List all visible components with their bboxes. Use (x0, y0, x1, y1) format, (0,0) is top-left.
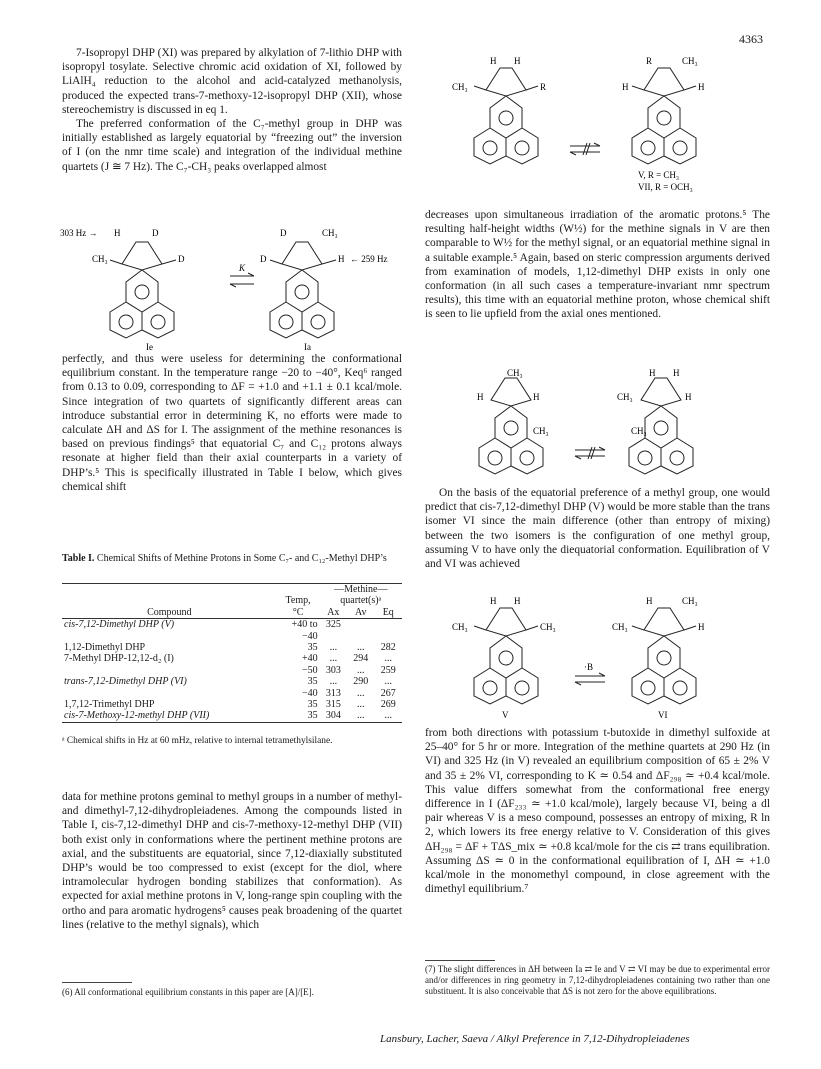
label-ch3: CH₃ (540, 622, 556, 632)
methine-shift-table (62, 583, 402, 723)
label-ch3: CH₃ (612, 622, 628, 632)
paragraph: The preferred conformation of the C₇-methyl group in DHP was initially established as largely equatorial by “freezing out” the inversion of I (on the nmr time scale) and integration of the individual methine quartets (J ≅ 7 Hz). The C₇-CH₃ peaks overlapped almost (62, 118, 402, 173)
label-ie: Ie (146, 342, 153, 350)
left-column-middle (62, 352, 402, 494)
footnote-6: (6) All conformational equilibrium constants in this paper are [A]/[E]. (62, 987, 314, 997)
paragraph: perfectly, and thus were useless for determining the conformational equilibrium constant. In the temperature range −20 to −40°, Keq⁶ ranged from 0.13 to 0.09, corresponding to ΔF = +1.0 and +1.1 ± 0.1 kcal/mole. Since integration of two quartets of significantly different areas can introduce substantial error in determining K, no efforts were made to calculate ΔH and ΔS for I. The assignment of the methine resonances is based on previous findings⁵ that equatorial C₇ and C₁₂ protons always resonate at higher field than their axial counterparts in a variety of DHP’s.⁵ This is specifically illustrated in Table I below, which gives chemical shift (62, 353, 402, 493)
running-footer: Lansbury, Lacher, Saeva / Alkyl Preference in 7,12-Dihydropleiadenes (380, 1033, 690, 1045)
table-row: −40 (301, 630, 318, 642)
label-303-hz: 303 Hz → (60, 228, 98, 238)
label-h: H (490, 596, 497, 606)
label-h: H (533, 392, 540, 402)
label-h: H (490, 56, 497, 66)
left-column-intro (62, 46, 402, 174)
label-ia: Ia (304, 342, 311, 350)
table-title: Chemical Shifts of Methine Protons in Some C₇- and C₁₂-Methyl DHP’s (96, 553, 387, 564)
table-row: cis-7-Methoxy-12-methyl DHP (VII) 35 304 ... ... (62, 710, 402, 722)
label-h: H (698, 622, 705, 632)
label-d: D (178, 254, 185, 264)
label-h: H (477, 392, 484, 402)
page-number: 4363 (739, 32, 763, 46)
paragraph: decreases upon simultaneous irradiation of the aromatic protons.⁵ The resulting half-height widths (W½) for the methine signals in V are then comparable to W½ for the methyl signal, or an equatorial methine signal in a suitable example.⁵ Again, based on steric compression arguments derived from examination of models, 1,12-dimethyl DHP exists in only one conformation (in all such cases a temperature-invariant nmr spectrum results), this time with an equatorial methine proton, whose chemical shift is seen to lie upfield from the axial ones mentioned. (425, 209, 770, 321)
paragraph: 7-Isopropyl DHP (XI) was prepared by alkylation of 7-lithio DHP with isopropyl tosylate. Selective chromic acid oxidation of XI, followed by LiAlH₄ reduction to the alcohol and acid-catalyzed methanolysis, produced the expected trans-7-methoxy-12-isopropyl DHP (XII), whose stereochemistry is discussed in eq 1. (62, 47, 402, 116)
label-v: V (502, 710, 509, 720)
caption-v: V, R = CH₃ (638, 170, 680, 180)
label-ch3: CH₃ (507, 368, 523, 378)
label-ch3: CH₃ (533, 426, 549, 436)
label-ch3: CH₃ (452, 622, 468, 632)
footnote-rule (62, 982, 132, 983)
header-methine: —Methine— (334, 584, 388, 595)
header-quartets: quartet(s)ᵃ (340, 595, 382, 607)
table-row: trans-7,12-Dimethyl DHP (VI) 35 ... 290 ... (64, 676, 392, 688)
paragraph: data for methine protons geminal to methyl groups in a number of methyl- and dimethyl-7,12-dihydropleiadenes. Among the compounds listed in Table I, cis-7,12-dimethyl DHP and cis-7-methoxy-12-methyl DHP (VII) both exist only in conformations where the pertinent methine protons are axial, and the substituents are equatorial, since 7,12-diaxially substituted DHP’s would be too compressed to exist (except for the diol, where intramolecular hydrogen bonding stabilizes that conformation). As expected for axial methine protons in V, long-range spin coupling with the ortho and para aromatic hydrogens⁵ causes peak broadening of the quartet lines (relative to the methyl signals), which (62, 791, 402, 931)
right-column-a (425, 208, 770, 322)
table-row: −50 303 ... 259 (301, 664, 396, 676)
header-temp: Temp, (285, 595, 311, 607)
label-d: D (260, 254, 267, 264)
label-ch3: CH₃ (322, 228, 338, 238)
table-row: 1,12-Dimethyl DHP 35 ... ... 282 (64, 642, 396, 654)
paragraph: from both directions with potassium t-butoxide in dimethyl sulfoxide at 25–40° for 5 hr or more. Integration of the methine quartets at 290 Hz (in VI) and 325 Hz (in V) revealed an equilibrium composition of 65 ± 2% V and 35 ± 2% VI, corresponding to K ≃ 0.54 and ΔF₂₉₈ ≃ +0.4 kcal/mole. This value differs somewhat from the conformational free energy difference in I (ΔF₂₃₃ ≃ +1.0 kcal/mole), largely because VI, being a dl pair whereas V is a meso compound, possesses an entropy of mixing, R ln 2, which lowers its free energy relative to V. Consideration of this gives ΔH₂₉₈ = ΔF + TΔS_mix ≃ +0.8 kcal/mole for the cis ⇄ trans equilibration. Assuming ΔS ≃ 0 in the conformational equilibration of I, ΔH ≃ +1.0 kcal/mole in the monomethyl compound, in close agreement with the dimethyl equilibrium.⁷ (425, 727, 770, 896)
figure-v-vii (440, 52, 770, 212)
label-ch3: CH₃ (452, 82, 468, 92)
label-r: R (646, 56, 653, 66)
header-ax: Ax (327, 606, 340, 618)
right-column-b (425, 486, 770, 571)
label-h: H (114, 228, 121, 238)
label-k: K (239, 263, 246, 273)
figure-ie-ia-equilibrium (58, 224, 403, 350)
label-ch3: CH₃ (682, 56, 698, 66)
left-column-bottom (62, 790, 402, 932)
label-h: H (338, 254, 345, 264)
table-caption (62, 553, 402, 565)
header-eq: Eq (382, 606, 394, 618)
label-h: H (646, 596, 653, 606)
table-row: 7-Methyl DHP-12,12-d₂ (I) +40 ... 294 ... (64, 653, 392, 665)
caption-vii: VII, R = OCH₃ (638, 182, 693, 192)
footnote-rule (425, 960, 495, 961)
label-h: H (514, 596, 521, 606)
figure-1-12-dimethyl (455, 368, 765, 483)
label-h: H (622, 82, 629, 92)
figure-v-vi-equilibrium (440, 594, 770, 722)
label-h: H (698, 82, 705, 92)
header-av: Av (355, 606, 367, 618)
label-ch3: CH₃ (682, 596, 698, 606)
right-column-c (425, 726, 770, 896)
label-d: D (280, 228, 287, 238)
header-temp-unit: °C (292, 606, 304, 618)
table-row: 1,7,12-Trimethyl DHP 35 315 ... 269 (64, 699, 396, 711)
footnote-7: (7) The slight differences in ΔH between Ia ⇄ Ie and V ⇄ VI may be due to experimental error and/or differences in ring geometry in 7,12-dihydropleiadenes containing two rather than one substituent. It is also conceivable that ΔS is not zero for the above equilibrations. (425, 964, 770, 996)
label-h: H (673, 368, 680, 378)
label-r: R (540, 82, 547, 92)
table-row: −40 313 ... 267 (301, 687, 396, 699)
label-ch3: CH₃ (631, 426, 647, 436)
label-259-hz: ← 259 Hz (350, 254, 388, 264)
label-ch3: CH₃ (617, 392, 633, 402)
label-h: H (514, 56, 521, 66)
table-footnote: ᵃ Chemical shifts in Hz at 60 mHz, relative to internal tetramethylsilane. (62, 736, 333, 746)
label-ch3: CH₃ (92, 254, 108, 264)
label-vi: VI (658, 710, 668, 720)
label-h: H (685, 392, 692, 402)
label-d: D (152, 228, 159, 238)
header-compound: Compound (147, 606, 192, 618)
label-base: ·B (584, 662, 593, 672)
paragraph: On the basis of the equatorial preference of a methyl group, one would predict that cis-7,12-dimethyl DHP (V) would be more stable than the trans isomer VI since the main difference (other than entropy of mixing) between the two isomers is the configuration of one methyl group, assuming V to have only the diequatorial conformation. Equilibration of V and VI was achieved (425, 487, 770, 571)
table-row: cis-7,12-Dimethyl DHP (V) +40 to 325 (64, 619, 341, 631)
table-label: Table I. (62, 553, 95, 564)
label-h: H (649, 368, 656, 378)
